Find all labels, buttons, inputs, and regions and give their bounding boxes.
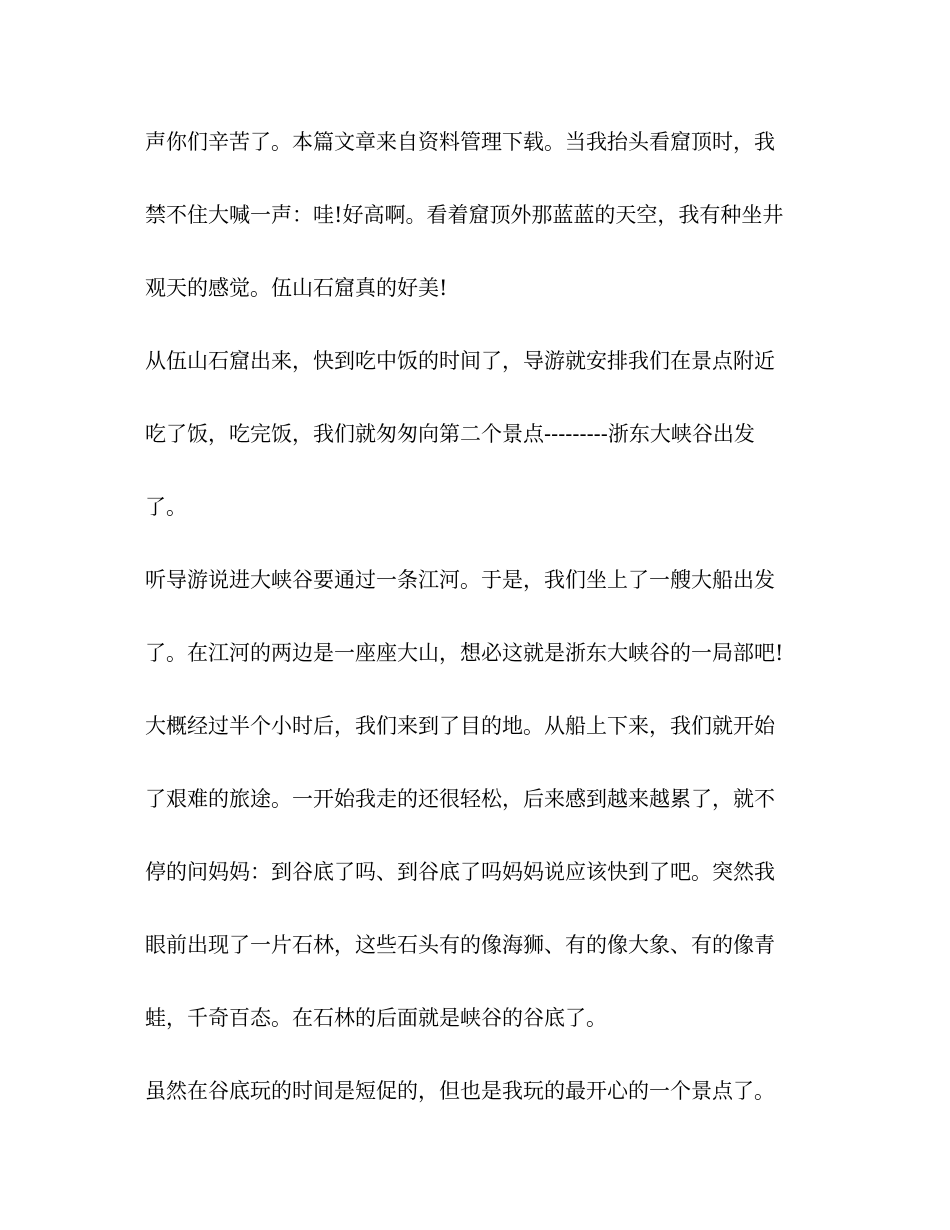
text-line-9: 大概经过半个小时后，我们来到了目的地。从船上下来，我们就开始 <box>145 714 775 738</box>
text-line-1: 声你们辛苦了。本篇文章来自资料管理下载。当我抬头看窟顶时，我 <box>145 130 775 154</box>
text-line-13: 蛙，千奇百态。在石林的后面就是峡谷的谷底了。 <box>145 1006 607 1030</box>
text-line-2: 禁不住大喊一声：哇!好高啊。看着窟顶外那蓝蓝的天空，我有种坐井 <box>145 203 784 227</box>
text-line-10: 了艰难的旅途。一开始我走的还很轻松，后来感到越来越累了，就不 <box>145 787 775 811</box>
text-line-3: 观天的感觉。伍山石窟真的好美! <box>145 276 448 300</box>
text-line-7: 听导游说进大峡谷要通过一条江河。于是，我们坐上了一艘大船出发 <box>145 568 775 592</box>
text-line-11: 停的问妈妈：到谷底了吗、到谷底了吗妈妈说应该快到了吧。突然我 <box>145 860 775 884</box>
text-line-8: 了。在江河的两边是一座座大山，想必这就是浙东大峡谷的一局部吧! <box>145 641 784 665</box>
text-line-6: 了。 <box>145 495 187 519</box>
text-line-14: 虽然在谷底玩的时间是短促的，但也是我玩的最开心的一个景点了。 <box>145 1079 775 1103</box>
text-line-5: 吃了饭，吃完饭，我们就匆匆向第二个景点---------浙东大峡谷出发 <box>145 422 755 446</box>
text-line-4: 从伍山石窟出来，快到吃中饭的时间了，导游就安排我们在景点附近 <box>145 349 775 373</box>
text-line-12: 眼前出现了一片石林，这些石头有的像海狮、有的像大象、有的像青 <box>145 933 775 957</box>
